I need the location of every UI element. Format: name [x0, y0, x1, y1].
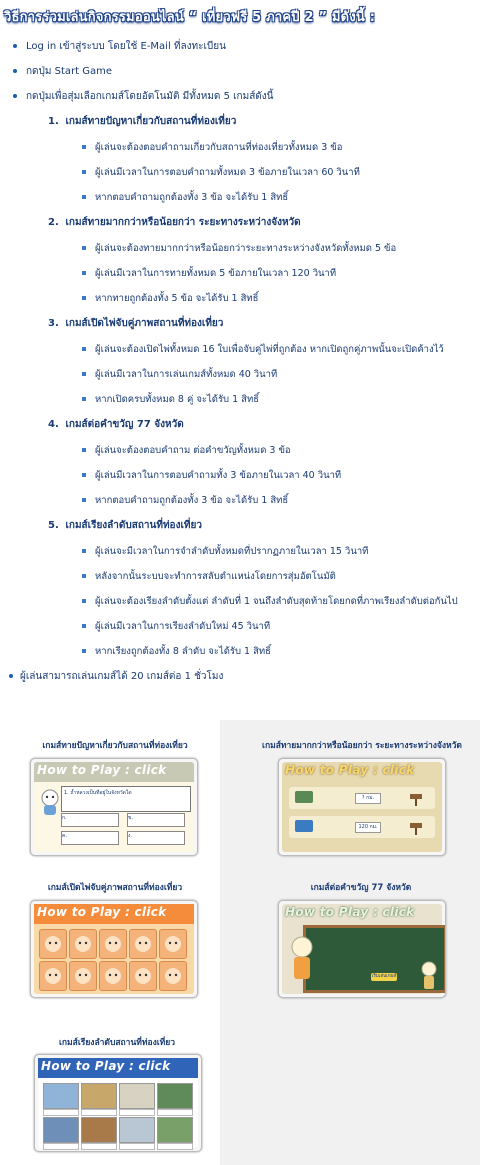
game-4-rule: ผู้เล่นจะต้องตอบคำถาม ต่อคำขวัญทั้งหมด 3 ข้อ: [0, 438, 480, 463]
game-3-rule: ผู้เล่นจะต้องเปิดไพ่ทั้งหมด 16 ใบเพื่อจับคู่ไพ่ที่ถูกต้อง หากเปิดถูกคู่ภาพนั้นจะเปิดค้างไว้: [0, 337, 480, 362]
card-grid: [39, 927, 189, 991]
distance-box: 120 กม.: [355, 822, 381, 833]
final-note: ผู้เล่นสามารถเล่นเกมส์ได้ 20 เกมส์ต่อ 1 ชั่วโมง: [0, 664, 480, 689]
page-title: วิธีการร่วมเล่นกิจกรรมออนไลน์ “ เที่ยวฟรี 5 ภาคปี 2 ” มีดังนี้ :: [4, 10, 376, 25]
game-1-rule: ผู้เล่นจะต้องตอบคำถามเกี่ยวกับสถานที่ท่องเที่ยวทั้งหมด 3 ข้อ: [0, 135, 480, 160]
step-start-game: กดปุ่ม Start Game: [0, 59, 480, 84]
order-slot[interactable]: [43, 1143, 79, 1150]
game-card-title: เกมส์ทายปัญหาเกี่ยวกับสถานที่ท่องเที่ยว: [42, 741, 188, 751]
how-to-play-label[interactable]: How to Play : click: [37, 763, 167, 777]
game-card-5[interactable]: [34, 1035, 200, 1049]
game-2-rule: ผู้เล่นจะต้องทายมากกว่าหรือน้อยกว่าระยะทางระหว่างจังหวัดทั้งหมด 5 ข้อ: [0, 236, 480, 261]
game-4-rule: ผู้เล่นมีเวลาในการตอบคำถามทั้ง 3 ข้อภายในเวลา 40 วินาที: [0, 463, 480, 488]
memory-card[interactable]: [99, 961, 127, 991]
memory-card[interactable]: [129, 961, 157, 991]
game-thumbnail-4[interactable]: [278, 900, 446, 998]
game-5-rule: หลังจากนั้นระบบจะทำการสลับตำแหน่งโดยการสุ่มอัตโนมัติ: [0, 564, 480, 589]
order-slot[interactable]: [157, 1143, 193, 1150]
memory-card[interactable]: [69, 929, 97, 959]
game-3-rule: ผู้เล่นมีเวลาในการเล่นเกมส์ทั้งหมด 40 วินาที: [0, 362, 480, 387]
order-slot[interactable]: [119, 1109, 155, 1116]
order-slot[interactable]: [119, 1143, 155, 1150]
game-5-rule: หากเรียงถูกต้องทั้ง 8 ลำดับ จะได้รับ 1 สิทธิ์: [0, 639, 480, 664]
signpost-icon: [409, 791, 423, 805]
memory-card[interactable]: [39, 961, 67, 991]
how-to-play-label[interactable]: How to Play : click: [285, 905, 415, 919]
signpost-icon: [409, 820, 423, 834]
game-card-4[interactable]: [278, 880, 444, 894]
order-slot[interactable]: [43, 1109, 79, 1116]
game-2-heading: 2. เกมส์ทายมากกว่าหรือน้อยกว่า ระยะทางระหว่างจังหวัด: [48, 217, 301, 228]
game-4-rule: หากตอบคำถามถูกต้องทั้ง 3 ข้อ จะได้รับ 1 สิทธิ์: [0, 488, 480, 513]
game-5-rule: ผู้เล่นมีเวลาในการเรียงลำดับใหม่ 45 วินาที: [0, 614, 480, 639]
mascot-icon: [287, 935, 317, 985]
game-card-3[interactable]: [30, 880, 200, 894]
game-1-heading: 1. เกมส์ทายปัญหาเกี่ยวกับสถานที่ท่องเที่ยว: [48, 116, 237, 127]
answer-option[interactable]: ค.: [61, 831, 119, 845]
order-slot[interactable]: [81, 1143, 117, 1150]
how-to-play-label[interactable]: How to Play : click: [285, 763, 415, 777]
answer-option[interactable]: ก.: [61, 813, 119, 827]
landmark-photo[interactable]: [157, 1083, 193, 1109]
game-3-rule: หากเปิดครบทั้งหมด 8 คู่ จะได้รับ 1 สิทธิ์: [0, 387, 480, 412]
game-5-heading: 5. เกมส์เรียงลำดับสถานที่ท่องเที่ยว: [48, 520, 202, 531]
game-thumbnail-5[interactable]: [34, 1054, 202, 1152]
instructions: [0, 34, 480, 689]
game-1-rule: หากตอบคำถามถูกต้องทั้ง 3 ข้อ จะได้รับ 1 สิทธิ์: [0, 185, 480, 210]
game-5-rule: ผู้เล่นจะต้องเรียงลำดับตั้งแต่ ลำดับที่ 1 จนถึงลำดับสุดท้ายโดยกดที่ภาพเรียงลำดับต่อกันไป: [0, 589, 480, 614]
van-icon: [295, 791, 313, 803]
game-thumbnail-3[interactable]: [30, 900, 198, 998]
memory-card[interactable]: [39, 929, 67, 959]
game-card-1[interactable]: [30, 738, 200, 752]
game-3-heading: 3. เกมส์เปิดไพ่จับคู่ภาพสถานที่ท่องเที่ยว: [48, 318, 224, 329]
memory-card[interactable]: [99, 929, 127, 959]
game-2-rule: หากทายถูกต้องทั้ง 5 ข้อ จะได้รับ 1 สิทธิ์: [0, 286, 480, 311]
photo-grid: [41, 1081, 195, 1145]
landmark-photo[interactable]: [157, 1117, 193, 1143]
landmark-photo[interactable]: [43, 1117, 79, 1143]
memory-card[interactable]: [69, 961, 97, 991]
how-to-play-label[interactable]: How to Play : click: [37, 905, 167, 919]
game-card-2[interactable]: [250, 738, 474, 752]
memory-card[interactable]: [159, 929, 187, 959]
memory-card[interactable]: [159, 961, 187, 991]
van-icon: [295, 820, 313, 832]
game-card-title: เกมส์เปิดไพ่จับคู่ภาพสถานที่ท่องเที่ยว: [47, 883, 183, 893]
order-slot[interactable]: [157, 1109, 193, 1116]
question-box: 1. ถ้ำหลวงเป็นที่อยู่ในจังหวัดใด: [61, 786, 191, 812]
game-thumbnail-2[interactable]: [278, 758, 446, 856]
mascot-icon: [419, 961, 439, 991]
answer-option[interactable]: ง.: [127, 831, 185, 845]
how-to-play-label[interactable]: How to Play : click: [41, 1059, 171, 1073]
landmark-photo[interactable]: [81, 1083, 117, 1109]
game-1-rule: ผู้เล่นมีเวลาในการตอบคำถามทั้งหมด 3 ข้อภายในเวลา 60 วินาที: [0, 160, 480, 185]
game-card-title: เกมส์ทายมากกว่าหรือน้อยกว่า ระยะทางระหว่างจังหวัด: [262, 741, 462, 751]
landmark-photo[interactable]: [43, 1083, 79, 1109]
game-card-title: เกมส์เรียงลำดับสถานที่ท่องเที่ยว: [59, 1038, 175, 1048]
game-thumbnail-1[interactable]: [30, 758, 198, 856]
game-2-rule: ผู้เล่นมีเวลาในการทายทั้งหมด 5 ข้อภายในเวลา 120 วินาที: [0, 261, 480, 286]
landmark-photo[interactable]: [119, 1117, 155, 1143]
order-slot[interactable]: [81, 1109, 117, 1116]
landmark-photo[interactable]: [119, 1083, 155, 1109]
start-button[interactable]: เริ่มเล่นเกมส์: [371, 974, 397, 979]
game-4-heading: 4. เกมส์ต่อคำขวัญ 77 จังหวัด: [48, 419, 184, 430]
mascot-icon: [39, 789, 59, 815]
game-card-title: เกมส์ต่อคำขวัญ 77 จังหวัด: [310, 883, 412, 893]
landmark-photo[interactable]: [81, 1117, 117, 1143]
memory-card[interactable]: [129, 929, 157, 959]
step-login: Log in เข้าสู่ระบบ โดยใช้ E-Mail ที่ลงทะเบียน: [0, 34, 480, 59]
distance-box: ? กม.: [355, 793, 381, 804]
answer-option[interactable]: ข.: [127, 813, 185, 827]
step-random-game: กดปุ่มเพื่อสุ่มเลือกเกมส์โดยอัตโนมัติ มีทั้งหมด 5 เกมส์ดังนี้: [0, 84, 480, 109]
game-5-rule: ผู้เล่นจะมีเวลาในการจำลำดับทั้งหมดที่ปรากฏภายในเวลา 15 วินาที: [0, 539, 480, 564]
